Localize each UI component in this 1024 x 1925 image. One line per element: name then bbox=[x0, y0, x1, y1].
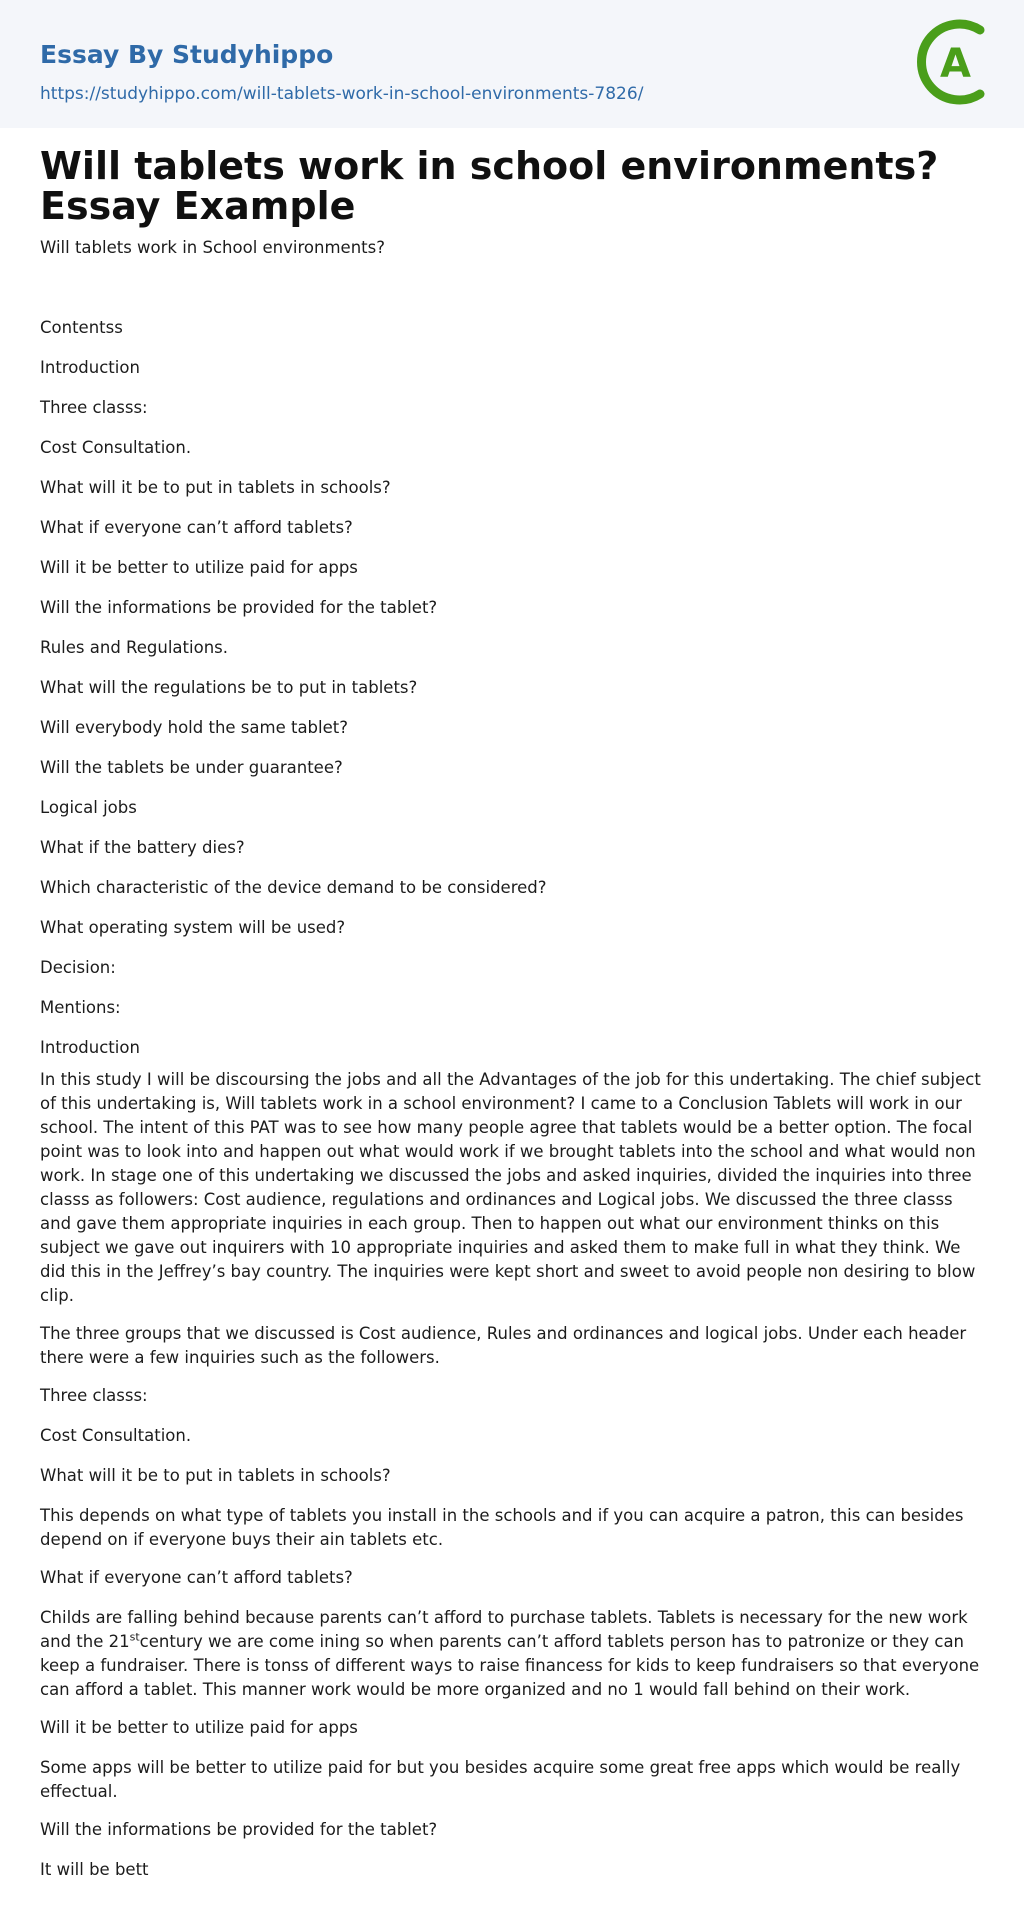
question-heading: What if everyone can’t afford tablets? bbox=[40, 1568, 353, 1587]
intro-paragraph: In this study I will be discoursing the jobs and all the Advantages of the job for this undertaking. The chief subject of this undertaking is, Will tablets work in a school environment? I came to a Conclusion Tablets will work in our school. The intent of this PAT was to see how many people agree that tablets would be a better option. The focal point was to look into and happen out what would work if we brought tablets into the school and what would non work. In stage one of this undertaking we discussed the jobs and asked inquiries, divided the inquiries into three classs as followers: Cost audience, regulations and ordinances and Logical jobs. We discussed the three classs and gave them appropriate inquiries in each group. Then to happen out what our environment thinks on this subject we gave out inquirers with 10 appropriate inquiries and asked them to make full in what they think. We did this in the Jeffrey’s bay country. The inquiries were kept short and sweet to avoid people non desiring to blow clip. bbox=[40, 1070, 981, 1305]
toc-item: Will it be better to utilize paid for apps bbox=[40, 558, 358, 577]
toc-item: What operating system will be used? bbox=[40, 918, 346, 937]
toc-item: What will it be to put in tablets in schools? bbox=[40, 478, 391, 497]
article-subtitle: Will tablets work in School environments? bbox=[40, 238, 385, 257]
classes-heading: Three classs: bbox=[40, 1386, 148, 1405]
brand-title[interactable]: Essay By Studyhippo bbox=[40, 40, 334, 69]
answer-paragraph: This depends on what type of tablets you install in the schools and if you can acquire a patron, this can besides depend on if everyone buys their ain tablets etc. bbox=[40, 1506, 964, 1549]
toc-item: What if everyone can’t afford tablets? bbox=[40, 518, 353, 537]
toc-item: Will the tablets be under guarantee? bbox=[40, 758, 343, 777]
toc-item: Contentss bbox=[40, 318, 123, 337]
question-heading: What will it be to put in tablets in schools? bbox=[40, 1466, 391, 1485]
article-body bbox=[40, 316, 984, 1882]
toc-item: Cost Consultation. bbox=[40, 438, 192, 457]
toc-item: Mentions: bbox=[40, 998, 121, 1017]
site-header bbox=[0, 0, 1024, 128]
essay-url-link[interactable]: https://studyhippo.com/will-tablets-work-in-school-environments-7826/ bbox=[40, 84, 644, 104]
answer-paragraph: It will be bett bbox=[40, 1860, 149, 1879]
article bbox=[0, 146, 1024, 1882]
answer-text: century we are come ining so when parents can’t afford tablets person has to patronize or they can keep a fundraiser. There is tonss of different ways to raise financess for kids to keep fundraisers so that everyone can afford a tablet. This manner work would be more organized and no 1 would fall behind on their work. bbox=[40, 1632, 980, 1699]
toc-item: Which characteristic of the device demand to be considered? bbox=[40, 878, 547, 897]
toc-item: Logical jobs bbox=[40, 798, 137, 817]
studyhippo-logo-icon[interactable] bbox=[908, 16, 1000, 108]
toc-item: Decision: bbox=[40, 958, 116, 977]
logo-letter: A bbox=[940, 41, 971, 87]
toc-item: Introduction bbox=[40, 358, 140, 377]
answer-paragraph bbox=[40, 1606, 984, 1702]
answer-paragraph: Some apps will be better to utilize paid for but you besides acquire some great free apps which would be really effectual. bbox=[40, 1758, 961, 1801]
answer-text: Childs are falling behind because parents can’t afford to purchase tablets. Tablets is necessary for the new work and the 21 bbox=[40, 1608, 968, 1651]
intro-heading: Introduction bbox=[40, 1038, 140, 1057]
cost-heading: Cost Consultation. bbox=[40, 1426, 192, 1445]
toc-item: Three classs: bbox=[40, 398, 148, 417]
toc-item: Will the informations be provided for the tablet? bbox=[40, 598, 438, 617]
page-title: Will tablets work in school environments? Essay Example bbox=[40, 144, 939, 228]
toc-item: Rules and Regulations. bbox=[40, 638, 228, 657]
toc-item: What if the battery dies? bbox=[40, 838, 245, 857]
toc-item: What will the regulations be to put in tablets? bbox=[40, 678, 418, 697]
intro-paragraph-2: The three groups that we discussed is Cost audience, Rules and ordinances and logical jobs. Under each header there were a few inquiries such as the followers. bbox=[40, 1324, 967, 1367]
ordinal-suffix: st bbox=[129, 1630, 140, 1644]
question-heading: Will the informations be provided for the tablet? bbox=[40, 1820, 438, 1839]
toc-item: Will everybody hold the same tablet? bbox=[40, 718, 348, 737]
question-heading: Will it be better to utilize paid for apps bbox=[40, 1718, 358, 1737]
